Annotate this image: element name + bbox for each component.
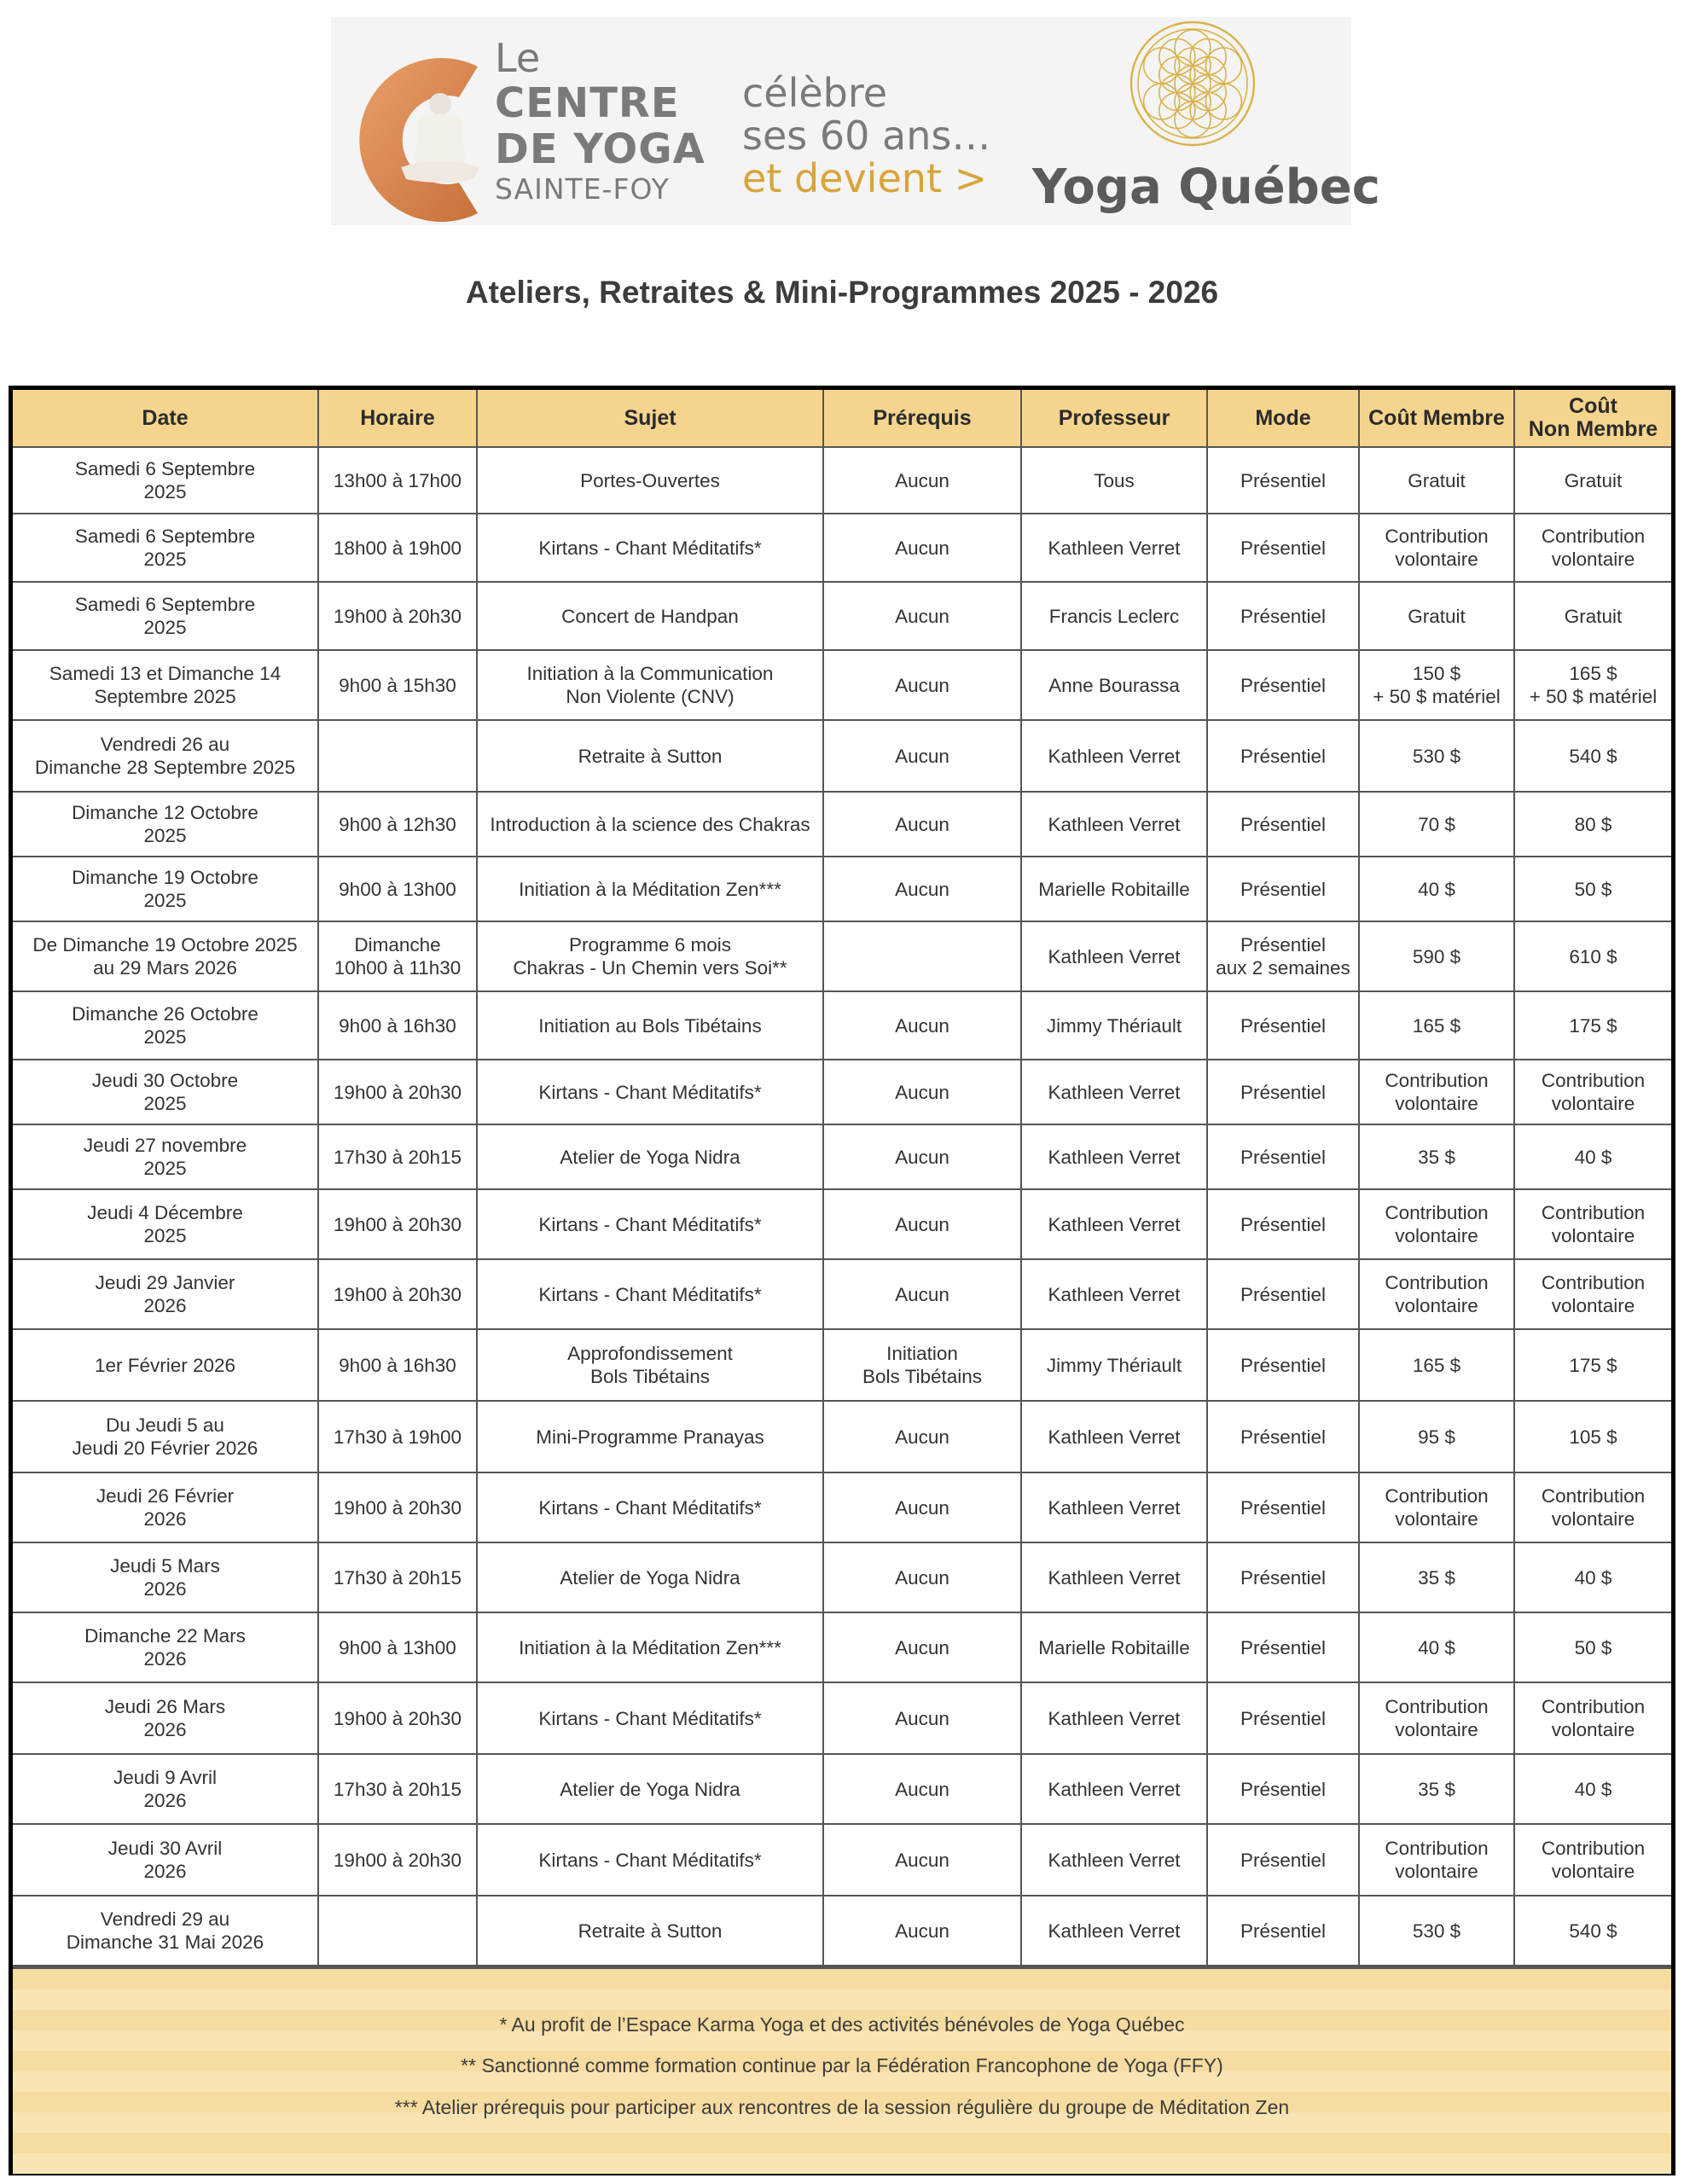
tagline-line-1: célèbre xyxy=(742,70,888,116)
table-row xyxy=(13,1542,1671,1612)
cell-mode: Présentiel xyxy=(1207,1896,1359,1966)
column-header-cout-membre: Coût Membre xyxy=(1359,390,1514,447)
cell-sujet: Concert de Handpan xyxy=(477,582,823,650)
cell-horaire: Dimanche 10h00 à 11h30 xyxy=(318,921,477,991)
cell-horaire: 19h00 à 20h30 xyxy=(318,1060,477,1124)
tagline-line-2: ses 60 ans… xyxy=(742,113,991,159)
table-row xyxy=(13,582,1671,650)
column-header-sujet: Sujet xyxy=(477,390,823,447)
footnote-2: ** Sanctionné comme formation continue par la Fédération Francophone de Yoga (FFY) xyxy=(461,2054,1223,2077)
cell-date: Dimanche 22 Mars 2026 xyxy=(13,1612,318,1682)
cell-cout-membre: 35 $ xyxy=(1359,1124,1514,1189)
cell-prerequis: Aucun xyxy=(823,720,1021,792)
cell-date: Jeudi 5 Mars 2026 xyxy=(13,1542,318,1612)
cell-date: Dimanche 26 Octobre 2025 xyxy=(13,991,318,1060)
cell-mode: Présentiel xyxy=(1207,1060,1359,1124)
cell-professeur: Kathleen Verret xyxy=(1021,1189,1207,1259)
cell-date: Samedi 6 Septembre 2025 xyxy=(13,447,318,514)
cell-date: Vendredi 29 au Dimanche 31 Mai 2026 xyxy=(13,1896,318,1966)
cell-prerequis: Aucun xyxy=(823,1189,1021,1259)
cell-cout-membre: Contribution volontaire xyxy=(1359,1189,1514,1259)
cell-professeur: Francis Leclerc xyxy=(1021,582,1207,650)
yoga-quebec-wordmark: Yoga Québec xyxy=(1032,160,1380,215)
cell-date: Samedi 6 Septembre 2025 xyxy=(13,582,318,650)
table-row xyxy=(13,1612,1671,1682)
cell-professeur: Kathleen Verret xyxy=(1021,1682,1207,1754)
cell-prerequis: Aucun xyxy=(823,447,1021,514)
column-header-horaire: Horaire xyxy=(318,390,477,447)
cell-date: 1er Février 2026 xyxy=(13,1329,318,1401)
cell-horaire: 18h00 à 19h00 xyxy=(318,514,477,582)
cell-professeur: Kathleen Verret xyxy=(1021,1259,1207,1329)
column-header-prerequis: Prérequis xyxy=(823,390,1021,447)
cell-cout-non-membre: 50 $ xyxy=(1514,857,1671,921)
cell-mode: Présentiel xyxy=(1207,1824,1359,1896)
cell-professeur: Kathleen Verret xyxy=(1021,1060,1207,1124)
cell-cout-membre: 95 $ xyxy=(1359,1401,1514,1472)
logo-centre: CENTRE xyxy=(495,79,680,127)
cell-prerequis: Aucun xyxy=(823,1682,1021,1754)
cell-cout-non-membre: Contribution volontaire xyxy=(1514,514,1671,582)
cell-prerequis: Aucun xyxy=(823,1612,1021,1682)
cell-horaire: 19h00 à 20h30 xyxy=(318,1472,477,1542)
cell-sujet: Kirtans - Chant Méditatifs* xyxy=(477,1824,823,1896)
cell-mode: Présentiel xyxy=(1207,991,1359,1060)
table-row xyxy=(13,792,1671,857)
cell-date: Jeudi 30 Octobre 2025 xyxy=(13,1060,318,1124)
cell-cout-membre: 70 $ xyxy=(1359,792,1514,857)
footnote-1: * Au profit de l’Espace Karma Yoga et des activités bénévoles de Yoga Québec xyxy=(499,2013,1185,2036)
cell-date: Jeudi 26 Mars 2026 xyxy=(13,1682,318,1754)
table-row xyxy=(13,1401,1671,1472)
cell-professeur: Jimmy Thériault xyxy=(1021,1329,1207,1401)
cell-sujet: Introduction à la science des Chakras xyxy=(477,792,823,857)
cell-cout-non-membre: 50 $ xyxy=(1514,1612,1671,1682)
footnotes-panel xyxy=(13,1966,1671,2174)
cell-cout-non-membre: Contribution volontaire xyxy=(1514,1682,1671,1754)
cell-prerequis: Aucun xyxy=(823,514,1021,582)
cell-cout-non-membre: Contribution volontaire xyxy=(1514,1060,1671,1124)
cell-sujet: Initiation à la Méditation Zen*** xyxy=(477,857,823,921)
cell-sujet: Atelier de Yoga Nidra xyxy=(477,1754,823,1824)
cell-mode: Présentiel xyxy=(1207,720,1359,792)
cell-prerequis: Aucun xyxy=(823,991,1021,1060)
cell-cout-membre: 165 $ xyxy=(1359,991,1514,1060)
cell-cout-non-membre: Gratuit xyxy=(1514,582,1671,650)
cell-mode: Présentiel xyxy=(1207,514,1359,582)
cell-horaire: 9h00 à 12h30 xyxy=(318,792,477,857)
anniversary-tagline xyxy=(742,72,990,200)
cell-mode: Présentiel xyxy=(1207,1682,1359,1754)
cell-cout-non-membre: Gratuit xyxy=(1514,447,1671,514)
cell-horaire: 9h00 à 13h00 xyxy=(318,857,477,921)
cell-cout-non-membre: 165 $ + 50 $ matériel xyxy=(1514,650,1671,720)
column-header-cout-non-membre: Coût Non Membre xyxy=(1514,390,1671,447)
cell-mode: Présentiel xyxy=(1207,792,1359,857)
cell-sujet: Atelier de Yoga Nidra xyxy=(477,1124,823,1189)
cell-cout-membre: 35 $ xyxy=(1359,1754,1514,1824)
cell-sujet: Kirtans - Chant Méditatifs* xyxy=(477,1060,823,1124)
cell-date: Du Jeudi 5 au Jeudi 20 Février 2026 xyxy=(13,1401,318,1472)
cell-date: Jeudi 9 Avril 2026 xyxy=(13,1754,318,1824)
table-row xyxy=(13,1754,1671,1824)
cell-cout-membre: 40 $ xyxy=(1359,857,1514,921)
cell-cout-membre: Contribution volontaire xyxy=(1359,1472,1514,1542)
cell-date: Jeudi 26 Février 2026 xyxy=(13,1472,318,1542)
cell-professeur: Kathleen Verret xyxy=(1021,514,1207,582)
cell-mode: Présentiel xyxy=(1207,1542,1359,1612)
cell-cout-non-membre: 40 $ xyxy=(1514,1542,1671,1612)
cell-sujet: Initiation à la Communication Non Violente (CNV) xyxy=(477,650,823,720)
cell-prerequis xyxy=(823,921,1021,991)
cell-date: Jeudi 29 Janvier 2026 xyxy=(13,1259,318,1329)
cell-cout-membre: 530 $ xyxy=(1359,1896,1514,1966)
cell-cout-non-membre: 610 $ xyxy=(1514,921,1671,991)
cell-cout-membre: 590 $ xyxy=(1359,921,1514,991)
cell-prerequis: Aucun xyxy=(823,582,1021,650)
table-row xyxy=(13,921,1671,991)
table-row xyxy=(13,1259,1671,1329)
cell-professeur: Anne Bourassa xyxy=(1021,650,1207,720)
cell-professeur: Kathleen Verret xyxy=(1021,1401,1207,1472)
schedule-frame xyxy=(9,386,1675,2175)
cell-horaire: 9h00 à 13h00 xyxy=(318,1612,477,1682)
cell-date: Jeudi 27 novembre 2025 xyxy=(13,1124,318,1189)
cell-prerequis: Aucun xyxy=(823,1542,1021,1612)
cell-mode: Présentiel xyxy=(1207,1612,1359,1682)
cell-sujet: Kirtans - Chant Méditatifs* xyxy=(477,1259,823,1329)
table-row xyxy=(13,1060,1671,1124)
cell-prerequis: Aucun xyxy=(823,1259,1021,1329)
cell-cout-membre: Contribution volontaire xyxy=(1359,1060,1514,1124)
cell-mode: Présentiel xyxy=(1207,447,1359,514)
cell-prerequis: Aucun xyxy=(823,792,1021,857)
table-row xyxy=(13,991,1671,1060)
cell-date: Jeudi 30 Avril 2026 xyxy=(13,1824,318,1896)
cell-cout-membre: 35 $ xyxy=(1359,1542,1514,1612)
footnote-3: *** Atelier prérequis pour participer aux rencontres de la session régulière du groupe de Méditation Zen xyxy=(394,2096,1290,2118)
cell-horaire: 13h00 à 17h00 xyxy=(318,447,477,514)
cell-sujet: Programme 6 mois Chakras - Un Chemin vers Soi** xyxy=(477,921,823,991)
cell-cout-non-membre: Contribution volontaire xyxy=(1514,1259,1671,1329)
cell-cout-membre: Contribution volontaire xyxy=(1359,1259,1514,1329)
cell-cout-membre: Contribution volontaire xyxy=(1359,1824,1514,1896)
cell-professeur: Kathleen Verret xyxy=(1021,921,1207,991)
cell-sujet: Portes-Ouvertes xyxy=(477,447,823,514)
cell-sujet: Kirtans - Chant Méditatifs* xyxy=(477,514,823,582)
cell-cout-membre: Gratuit xyxy=(1359,447,1514,514)
cell-horaire: 17h30 à 20h15 xyxy=(318,1124,477,1189)
cell-prerequis: Aucun xyxy=(823,1124,1021,1189)
cell-horaire: 19h00 à 20h30 xyxy=(318,582,477,650)
cell-mode: Présentiel xyxy=(1207,1329,1359,1401)
cell-mode: Présentiel xyxy=(1207,1189,1359,1259)
cell-date: Dimanche 19 Octobre 2025 xyxy=(13,857,318,921)
cell-professeur: Kathleen Verret xyxy=(1021,1542,1207,1612)
cell-professeur: Kathleen Verret xyxy=(1021,1472,1207,1542)
cell-horaire: 19h00 à 20h30 xyxy=(318,1682,477,1754)
table-row xyxy=(13,1824,1671,1896)
cell-prerequis: Aucun xyxy=(823,857,1021,921)
cell-prerequis: Aucun xyxy=(823,1754,1021,1824)
cell-cout-membre: 150 $ + 50 $ matériel xyxy=(1359,650,1514,720)
table-header-row xyxy=(13,390,1671,447)
cell-cout-membre: 165 $ xyxy=(1359,1329,1514,1401)
cell-date: De Dimanche 19 Octobre 2025 au 29 Mars 2026 xyxy=(13,921,318,991)
table-row xyxy=(13,650,1671,720)
flower-of-life-icon xyxy=(1128,19,1257,148)
cell-cout-non-membre: 540 $ xyxy=(1514,720,1671,792)
cell-mode: Présentiel xyxy=(1207,1259,1359,1329)
cell-mode: Présentiel aux 2 semaines xyxy=(1207,921,1359,991)
cell-horaire: 9h00 à 16h30 xyxy=(318,991,477,1060)
cell-sujet: Mini-Programme Pranayas xyxy=(477,1401,823,1472)
cell-date: Samedi 6 Septembre 2025 xyxy=(13,514,318,582)
cell-sujet: Retraite à Sutton xyxy=(477,1896,823,1966)
cell-cout-non-membre: Contribution volontaire xyxy=(1514,1472,1671,1542)
cell-horaire xyxy=(318,720,477,792)
cell-cout-membre: 40 $ xyxy=(1359,1612,1514,1682)
cell-mode: Présentiel xyxy=(1207,1124,1359,1189)
cell-professeur: Marielle Robitaille xyxy=(1021,1612,1207,1682)
cell-sujet: Atelier de Yoga Nidra xyxy=(477,1542,823,1612)
cell-prerequis: Aucun xyxy=(823,1824,1021,1896)
cell-horaire: 17h30 à 19h00 xyxy=(318,1401,477,1472)
cell-cout-non-membre: Contribution volontaire xyxy=(1514,1824,1671,1896)
cell-cout-membre: Contribution volontaire xyxy=(1359,1682,1514,1754)
table-row xyxy=(13,1472,1671,1542)
cell-date: Samedi 13 et Dimanche 14 Septembre 2025 xyxy=(13,650,318,720)
table-row xyxy=(13,1329,1671,1401)
table-row xyxy=(13,1124,1671,1189)
column-header-date: Date xyxy=(13,390,318,447)
cell-professeur: Marielle Robitaille xyxy=(1021,857,1207,921)
cell-cout-non-membre: 40 $ xyxy=(1514,1754,1671,1824)
table-row xyxy=(13,1896,1671,1966)
cell-professeur: Kathleen Verret xyxy=(1021,792,1207,857)
cell-cout-non-membre: 540 $ xyxy=(1514,1896,1671,1966)
cell-cout-non-membre: 80 $ xyxy=(1514,792,1671,857)
cell-prerequis: Aucun xyxy=(823,1060,1021,1124)
cell-sujet: Approfondissement Bols Tibétains xyxy=(477,1329,823,1401)
cell-mode: Présentiel xyxy=(1207,1754,1359,1824)
cell-professeur: Jimmy Thériault xyxy=(1021,991,1207,1060)
cell-prerequis: Initiation Bols Tibétains xyxy=(823,1329,1021,1401)
cell-mode: Présentiel xyxy=(1207,650,1359,720)
cell-date: Vendredi 26 au Dimanche 28 Septembre 2025 xyxy=(13,720,318,792)
cell-horaire: 19h00 à 20h30 xyxy=(318,1189,477,1259)
cell-professeur: Kathleen Verret xyxy=(1021,1896,1207,1966)
cell-cout-non-membre: 40 $ xyxy=(1514,1124,1671,1189)
cell-prerequis: Aucun xyxy=(823,1896,1021,1966)
table-row xyxy=(13,1189,1671,1259)
table-row xyxy=(13,514,1671,582)
table-row xyxy=(13,720,1671,792)
cell-mode: Présentiel xyxy=(1207,1401,1359,1472)
column-header-mode: Mode xyxy=(1207,390,1359,447)
cell-cout-non-membre: Contribution volontaire xyxy=(1514,1189,1671,1259)
tagline-line-3: et devient > xyxy=(742,155,988,201)
schedule-table-body xyxy=(13,447,1671,1966)
cell-professeur: Kathleen Verret xyxy=(1021,720,1207,792)
cell-cout-membre: Gratuit xyxy=(1359,582,1514,650)
table-row xyxy=(13,1682,1671,1754)
cell-mode: Présentiel xyxy=(1207,582,1359,650)
centre-yoga-wordmark xyxy=(495,36,706,206)
page-title: Ateliers, Retraites & Mini-Programmes 2025 - 2026 xyxy=(465,275,1219,310)
cell-cout-non-membre: 175 $ xyxy=(1514,1329,1671,1401)
column-header-professeur: Professeur xyxy=(1021,390,1207,447)
cell-horaire: 9h00 à 16h30 xyxy=(318,1329,477,1401)
cell-horaire: 19h00 à 20h30 xyxy=(318,1824,477,1896)
cell-sujet: Kirtans - Chant Méditatifs* xyxy=(477,1682,823,1754)
logo-sainte-foy: SAINTE-FOY xyxy=(495,172,670,206)
logo-le: Le xyxy=(495,35,541,81)
cell-horaire: 9h00 à 15h30 xyxy=(318,650,477,720)
cell-cout-non-membre: 175 $ xyxy=(1514,991,1671,1060)
cell-date: Jeudi 4 Décembre 2025 xyxy=(13,1189,318,1259)
cell-date: Dimanche 12 Octobre 2025 xyxy=(13,792,318,857)
cell-prerequis: Aucun xyxy=(823,650,1021,720)
cell-mode: Présentiel xyxy=(1207,1472,1359,1542)
cell-horaire: 19h00 à 20h30 xyxy=(318,1259,477,1329)
cell-mode: Présentiel xyxy=(1207,857,1359,921)
cell-horaire: 17h30 à 20h15 xyxy=(318,1542,477,1612)
cell-sujet: Kirtans - Chant Méditatifs* xyxy=(477,1189,823,1259)
cell-prerequis: Aucun xyxy=(823,1472,1021,1542)
cell-cout-membre: 530 $ xyxy=(1359,720,1514,792)
cell-professeur: Kathleen Verret xyxy=(1021,1124,1207,1189)
cell-prerequis: Aucun xyxy=(823,1401,1021,1472)
cell-sujet: Initiation au Bols Tibétains xyxy=(477,991,823,1060)
cell-cout-non-membre: 105 $ xyxy=(1514,1401,1671,1472)
header-banner xyxy=(331,17,1380,225)
cell-professeur: Tous xyxy=(1021,447,1207,514)
table-row xyxy=(13,857,1671,921)
cell-professeur: Kathleen Verret xyxy=(1021,1754,1207,1824)
cell-sujet: Initiation à la Méditation Zen*** xyxy=(477,1612,823,1682)
cell-horaire xyxy=(318,1896,477,1966)
cell-sujet: Retraite à Sutton xyxy=(477,720,823,792)
cell-cout-membre: Contribution volontaire xyxy=(1359,514,1514,582)
cell-horaire: 17h30 à 20h15 xyxy=(318,1754,477,1824)
cell-sujet: Kirtans - Chant Méditatifs* xyxy=(477,1472,823,1542)
schedule-table xyxy=(13,390,1671,1966)
table-row xyxy=(13,447,1671,514)
logo-de-yoga: DE YOGA xyxy=(495,125,706,173)
cell-professeur: Kathleen Verret xyxy=(1021,1824,1207,1896)
